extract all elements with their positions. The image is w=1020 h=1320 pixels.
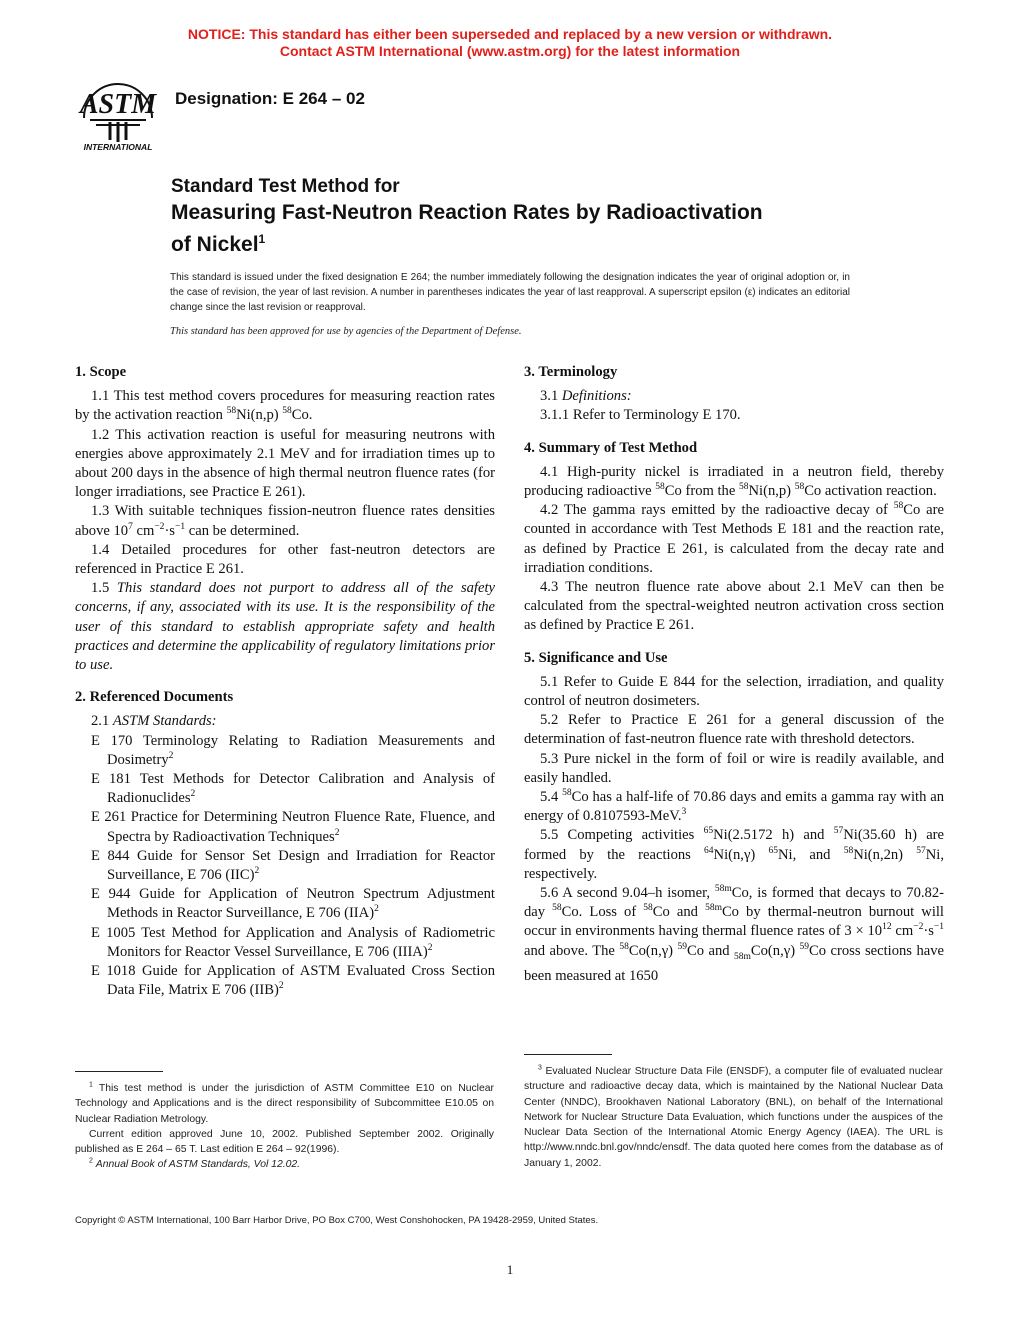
summary-4-3: 4.3 The neutron fluence rate above about 2.1 MeV can then be calculated from the spectral-weighted neutron activation cross section as defined by Practice E 261.	[524, 579, 944, 634]
significance-5-1: 5.1 Refer to Guide E 844 for the selection, irradiation, and quality control of neutron dosimeters.	[524, 673, 944, 710]
title-footnote-mark: 1	[258, 232, 266, 246]
footnotes-right: $^3$ Evaluated Nuclear Structure Data File (ENSDF), a computer file of evaluated nuclear structure and radioactive decay data, which is maintained by the National Nuclear Data Center (NNDC), Brookhaven National Laboratory (BNL), on behalf of the International Network for Nuclear Structure Data Evaluation, which functions under the auspices of the Nuclear Data Section of the International Atomic Energy Agency (IAEA). The URL is http://www.nndc.bnl.gov/nndc/ensdf. The data quoted here comes from the database as of January 1, 2002.	[524, 1064, 944, 1169]
section-heading-summary: 4. Summary of Test Method	[524, 439, 698, 456]
significance-5-2: 5.2 Refer to Practice E 261 for a general discussion of the determination of fast-neutron fluence rate with threshold detectors.	[524, 712, 944, 748]
ref-e170: E 170 Terminology Relating to Radiation Measurements and Dosimetry$^2$	[91, 732, 495, 768]
summary-4-1: 4.1 High-purity nickel is irradiated in a neutron field, thereby producing radioactive $^{58}$Co from the $^{58}$Ni(n,p) $^{58}$Co activation reaction.	[524, 463, 944, 500]
scope-1-1: 1.1 This test method covers procedures for measuring reaction rates by the activation reaction $^{58}$Ni(n,p) $^{58}$Co.	[75, 388, 495, 424]
significance-5-5: 5.5 Competing activities $^{65}$Ni(2.5172 h) and $^{57}$Ni(35.60 h) are formed by the reactions $^{64}$Ni(n,γ) $^{65}$Ni, and $^{58}$Ni(n,2n) $^{57}$Ni, respectively.	[524, 826, 945, 882]
summary-4-2: 4.2 The gamma rays emitted by the radioactive decay of $^{58}$Co are counted in accordance with Test Methods E 181 and the reaction rate, as defined by Practice E 261, is calculated from the decay rate and irradiation conditions.	[524, 501, 944, 576]
significance-5-3: 5.3 Pure nickel in the form of foil or wire is readily available, and easily handled.	[524, 750, 944, 786]
significance-5-6: 5.6 A second 9.04–h isomer, $^{58m}$Co, is formed that decays to 70.82-day $^{58}$Co. Loss of $^{58}$Co and $^{58m}$Co by thermal-neutron burnout will occur in environments having thermal fluence rates of $3 \times 10^{12}$ $cm^{-2}\cdot s^{-1}$ and above. The $^{58}$Co(n,γ) $^{59}$Co and $_{58m}$Co(n,γ) $^{59}$Co cross sections have been measured at 1650	[524, 884, 944, 984]
title-line-2: Measuring Fast-Neutron Reaction Rates by Radioactivation	[171, 201, 763, 224]
terminology-3-1-1: 3.1.1 Refer to Terminology E 170.	[540, 407, 741, 424]
logo-international: INTERNATIONAL	[83, 142, 153, 152]
notice-line-1: NOTICE: This standard has either been superseded and replaced by a new version or withdrawn.	[187, 26, 833, 42]
page-number: 1	[506, 1262, 514, 1277]
footnote-3: Evaluated Nuclear Structure Data File (ENSDF), a computer file of evaluated nuclear structure and radioactive decay data, which is maintained by the National Nuclear Data Center (NNDC), Brookhaven National Laboratory (BNL), on behalf of the International Network for Nuclear Structure Data Evaluation, which functions under the auspices of the Nuclear Data Section of the International Atomic Energy Agency (IAEA). The URL is http://www.nndc.bnl.gov/nndc/ensdf. The data quoted here comes from the database as of January 1, 2002.	[524, 1066, 944, 1169]
left-column	[75, 363, 495, 1001]
scope-1-5: 1.5 This standard does not purport to address all of the safety concerns, if any, associated with its use. It is the responsibility of the user of this standard to establish appropriate safety and health practices and determine the applicability of regulatory limitations prior to use.	[75, 580, 495, 674]
section-heading-scope: 1. Scope	[75, 364, 127, 380]
ref-e1018: E 1018 Guide for Application of ASTM Evaluated Cross Section Data File, Matrix E 706 (IIB)$^2$	[91, 963, 495, 999]
section-heading-terminology: 3. Terminology	[524, 364, 618, 380]
right-column	[524, 363, 944, 986]
terminology-3-1: 3.1 Definitions:	[540, 388, 632, 405]
refdocs-2-1: 2.1 ASTM Standards:	[91, 713, 217, 730]
footnote-2: Annual Book of ASTM Standards, Vol 12.02.	[95, 1159, 301, 1171]
withdrawal-notice	[0, 26, 1020, 60]
footnote-1: This test method is under the jurisdiction of ASTM Committee E10 on Nuclear Technology and Applications and is the direct responsibility of Subcommittee E10.05 on Nuclear Radiation Metrology.	[75, 1083, 494, 1125]
significance-5-4: 5.4 $^{58}$Co has a half-life of 70.86 days and emits a gamma ray with an energy of 0.8107593-MeV.$^3$	[524, 788, 944, 825]
scope-1-4: 1.4 Detailed procedures for other fast-neutron detectors are referenced in Practice E 261.	[75, 541, 495, 578]
footnote-1b: Current edition approved June 10, 2002. Published September 2002. Originally published as E 264 – 65 T. Last edition E 264 – 92(1996).	[75, 1128, 494, 1156]
ref-e944: E 944 Guide for Application of Neutron Spectrum Adjustment Methods in Reactor Surveillance, E 706 (IIA)$^2$	[91, 886, 495, 922]
notice-line-2: Contact ASTM International (www.astm.org) for the latest information	[279, 43, 741, 59]
ref-e261: E 261 Practice for Determining Neutron Fluence Rate, Fluence, and Spectra by Radioactivation Techniques$^2$	[91, 809, 495, 845]
designation: Designation: E 264 – 02	[175, 89, 365, 108]
title-line-1: Standard Test Method for	[171, 176, 400, 197]
ref-e181: E 181 Test Methods for Detector Calibration and Analysis of Radionuclides$^2$	[91, 771, 495, 807]
scope-1-2: 1.2 This activation reaction is useful for measuring neutrons with energies above approximately 2.1 MeV and for irradiation times up to about 200 days in the absence of high thermal neutron fluence rates (for longer irradiations, see Practice E 261).	[75, 426, 495, 501]
document-title	[171, 175, 763, 258]
astm-logo	[76, 80, 160, 152]
scope-1-3: 1.3 With suitable techniques fission-neutron fluence rates densities above $10^7$ $cm^{-2}\cdot s^{-1}$ can be determined.	[75, 503, 495, 539]
section-heading-significance: 5. Significance and Use	[524, 649, 668, 666]
standard-intro: This standard is issued under the fixed designation E 264; the number immediately following the designation indicates the year of original adoption or, in the case of revision, the year of last revision. A number in parentheses indicates the year of last reapproval. A superscript epsilon (ε) indicates an editorial change since the last revision or reapproval.	[170, 272, 850, 313]
ref-e1005: E 1005 Test Method for Application and Analysis of Radiometric Monitors for Reactor Vessel Surveillance, E 706 (IIIA)$^2$	[91, 924, 495, 960]
footnote-rule-left	[75, 1071, 163, 1072]
section-heading-refdocs: 2. Referenced Documents	[75, 689, 234, 706]
footnote-rule-right	[524, 1054, 612, 1055]
title-line-3: of Nickel	[171, 233, 259, 256]
copyright: Copyright © ASTM International, 100 Barr Harbor Drive, PO Box C700, West Conshohocken, PA 19428-2959, United States.	[75, 1215, 599, 1226]
dod-approval: This standard has been approved for use by agencies of the Department of Defense.	[170, 326, 522, 337]
logo-letters: ASTM	[79, 89, 157, 120]
footnotes-left: $^1$ This test method is under the jurisdiction of ASTM Committee E10 on Nuclear Technology and Applications and is the direct responsibility of Subcommittee E10.05 on Nuclear Radiation Metrology. Current edition approved June 10, 2002. Published September 2002. Originally published as E 264 – 65 T. Last edition E 264 – 92(1996). $^2$ Annual Book of ASTM Standards, Vol 12.02.	[75, 1081, 494, 1171]
ref-e844: E 844 Guide for Sensor Set Design and Irradiation for Reactor Surveillance, E 706 (IIC)$^2$	[91, 847, 495, 884]
